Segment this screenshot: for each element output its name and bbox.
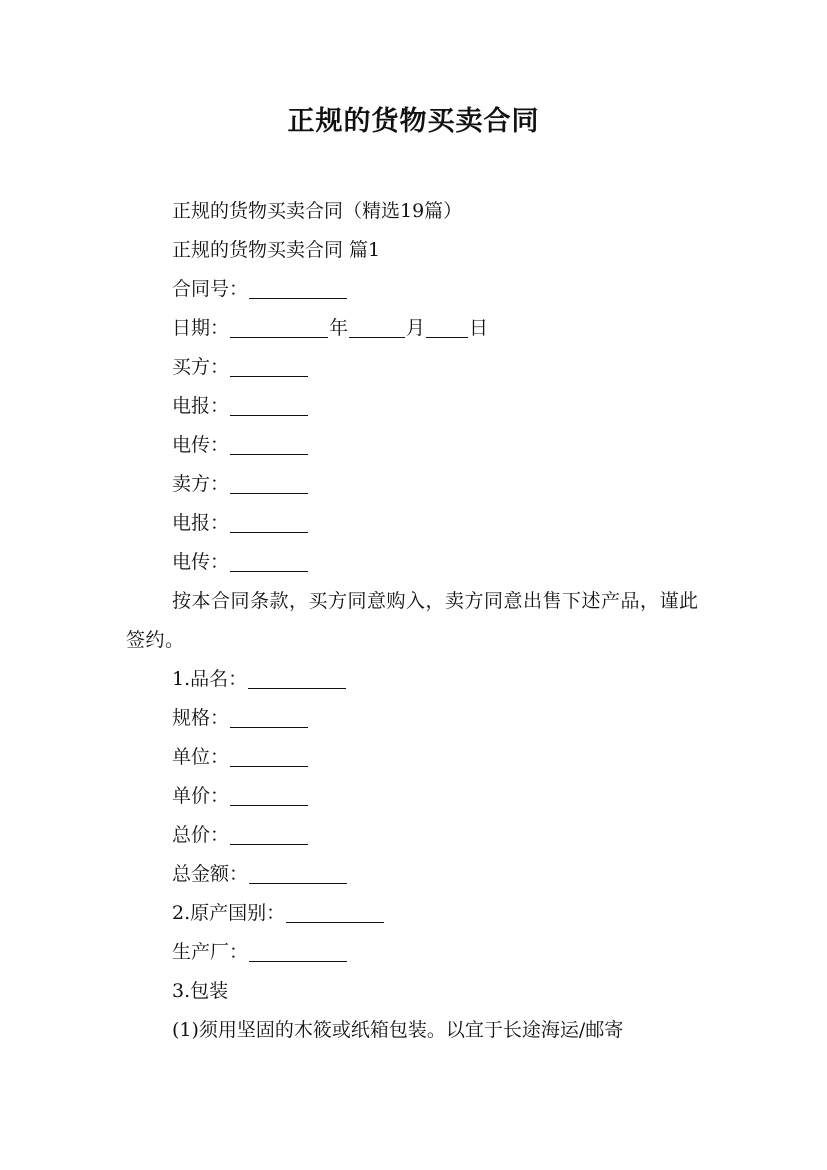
total-amount-label: 总金额： xyxy=(172,863,249,885)
date-day-blank[interactable] xyxy=(426,318,468,338)
buyer-fax-label: 电传： xyxy=(172,434,230,456)
seller-telegram-label: 电报： xyxy=(172,512,230,534)
date-month-blank[interactable] xyxy=(349,318,405,338)
origin-blank[interactable] xyxy=(286,903,384,923)
packing-label: 3.包装 xyxy=(172,980,229,1002)
origin-label: 2.原产国别： xyxy=(172,902,286,924)
unit-label: 单位： xyxy=(172,746,230,768)
seller-telegram-line xyxy=(126,504,706,543)
manufacturer-blank[interactable] xyxy=(249,942,347,962)
buyer-blank[interactable] xyxy=(230,357,308,377)
date-year-label: 年 xyxy=(329,317,349,339)
date-year-blank[interactable] xyxy=(230,318,328,338)
date-line xyxy=(126,309,706,348)
date-month-label: 月 xyxy=(406,317,426,339)
seller-fax-label: 电传： xyxy=(172,551,230,573)
total-price-line xyxy=(126,816,706,855)
unit-price-label: 单价： xyxy=(172,785,230,807)
subtitle-line xyxy=(126,192,706,231)
agreement-text: 按本合同条款，买方同意购入，卖方同意出售下述产品，谨此签约。 xyxy=(126,590,699,651)
total-price-blank[interactable] xyxy=(230,825,308,845)
contract-number-blank[interactable] xyxy=(249,279,347,299)
subtitle-text: 正规的货物买卖合同（精选19篇） xyxy=(172,200,463,222)
manufacturer-label: 生产厂： xyxy=(172,941,249,963)
buyer-label: 买方： xyxy=(172,356,230,378)
spec-line xyxy=(126,699,706,738)
product-name-line xyxy=(126,660,706,699)
unit-price-blank[interactable] xyxy=(230,786,308,806)
section-heading xyxy=(126,231,706,270)
buyer-fax-blank[interactable] xyxy=(230,435,308,455)
contract-number-line xyxy=(126,270,706,309)
agreement-paragraph xyxy=(126,582,706,660)
packing-clause xyxy=(126,1011,706,1050)
unit-blank[interactable] xyxy=(230,747,308,767)
unit-line xyxy=(126,738,706,777)
document-body xyxy=(126,192,706,1050)
spec-label: 规格： xyxy=(172,707,230,729)
packing-heading xyxy=(126,972,706,1011)
seller-blank[interactable] xyxy=(230,474,308,494)
seller-line xyxy=(126,465,706,504)
total-amount-line xyxy=(126,855,706,894)
date-day-label: 日 xyxy=(469,317,489,339)
buyer-telegram-label: 电报： xyxy=(172,395,230,417)
product-name-blank[interactable] xyxy=(248,669,346,689)
seller-label: 卖方： xyxy=(172,473,230,495)
seller-fax-blank[interactable] xyxy=(230,552,308,572)
spec-blank[interactable] xyxy=(230,708,308,728)
buyer-telegram-blank[interactable] xyxy=(230,396,308,416)
seller-fax-line xyxy=(126,543,706,582)
origin-line xyxy=(126,894,706,933)
packing-clause-text: (1)须用坚固的木筱或纸箱包装。以宜于长途海运/邮寄 xyxy=(172,1019,624,1041)
buyer-telegram-line xyxy=(126,387,706,426)
total-price-label: 总价： xyxy=(172,824,230,846)
date-label: 日期： xyxy=(172,317,230,339)
manufacturer-line xyxy=(126,933,706,972)
buyer-line xyxy=(126,348,706,387)
document-title: 正规的货物买卖合同 xyxy=(287,106,540,137)
section-heading-text: 正规的货物买卖合同 篇1 xyxy=(172,239,381,261)
seller-telegram-blank[interactable] xyxy=(230,513,308,533)
product-name-label: 1.品名： xyxy=(172,668,248,690)
buyer-fax-line xyxy=(126,426,706,465)
unit-price-line xyxy=(126,777,706,816)
contract-number-label: 合同号： xyxy=(172,278,249,300)
total-amount-blank[interactable] xyxy=(249,864,347,884)
